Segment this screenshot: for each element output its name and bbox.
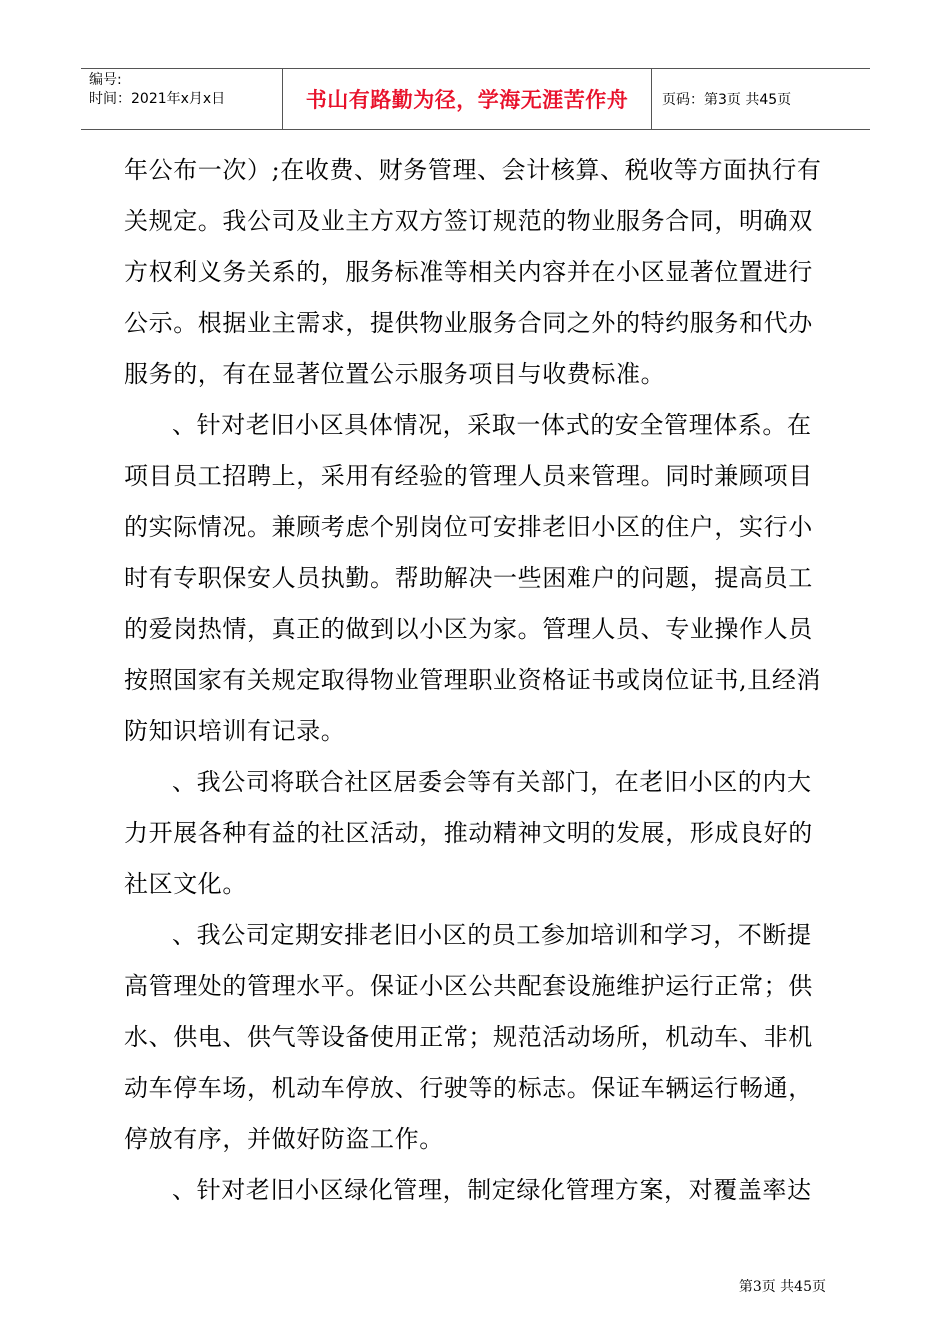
header-meta bbox=[81, 69, 282, 129]
document-code-label: 编号: bbox=[89, 72, 122, 88]
paragraph-continued: 年公布一次）;在收费、财务管理、会计核算、税收等方面执行有关规定。我公司及业主方双方签订规范的物业服务合同，明确双方权利义务关系的，服务标准等相关内容并在小区显著位置进行公示。根据业主需求，提供物业服务合同之外的特约服务和代办服务的，有在显著位置公示服务项目与收费标准。 bbox=[124, 156, 822, 388]
paragraph-training: 、我公司定期安排老旧小区的员工参加培训和学习，不断提高管理处的管理水平。保证小区公共配套设施维护运行正常；供水、供电、供气等设备使用正常；规范活动场所，机动车、非机动车停车场，机动车停放、行驶等的标志。保证车辆运行畅通，停放有序，并做好防盗工作。 bbox=[124, 921, 813, 1153]
header-motto: 书山有路勤为径，学海无涯苦作舟 bbox=[282, 69, 652, 129]
header-page-info: 页码：第3页 共45页 bbox=[662, 92, 792, 108]
page-header bbox=[81, 68, 870, 130]
paragraph-security: 、针对老旧小区具体情况，采取一体式的安全管理体系。在项目员工招聘上，采用有经验的管理人员来管理。同时兼顾项目的实际情况。兼顾考虑个别岗位可安排老旧小区的住户，实行小时有专职保安人员执勤。帮助解决一些困难户的问题，提高员工的爱岗热情，真正的做到以小区为家。管理人员、专业操作人员按照国家有关规定取得物业管理职业资格证书或岗位证书,且经消防知识培训有记录。 bbox=[124, 411, 822, 745]
paragraph-greening: 、针对老旧小区绿化管理，制定绿化管理方案，对覆盖率达 bbox=[172, 1176, 812, 1204]
document-body bbox=[124, 145, 828, 1216]
paragraph-community: 、我公司将联合社区居委会等有关部门，在老旧小区的内大力开展各种有益的社区活动，推动精神文明的发展，形成良好的社区文化。 bbox=[124, 768, 813, 898]
document-date: 时间：2021年x月x日 bbox=[89, 91, 226, 107]
page-footer: 第3页 共45页 bbox=[738, 1279, 826, 1295]
